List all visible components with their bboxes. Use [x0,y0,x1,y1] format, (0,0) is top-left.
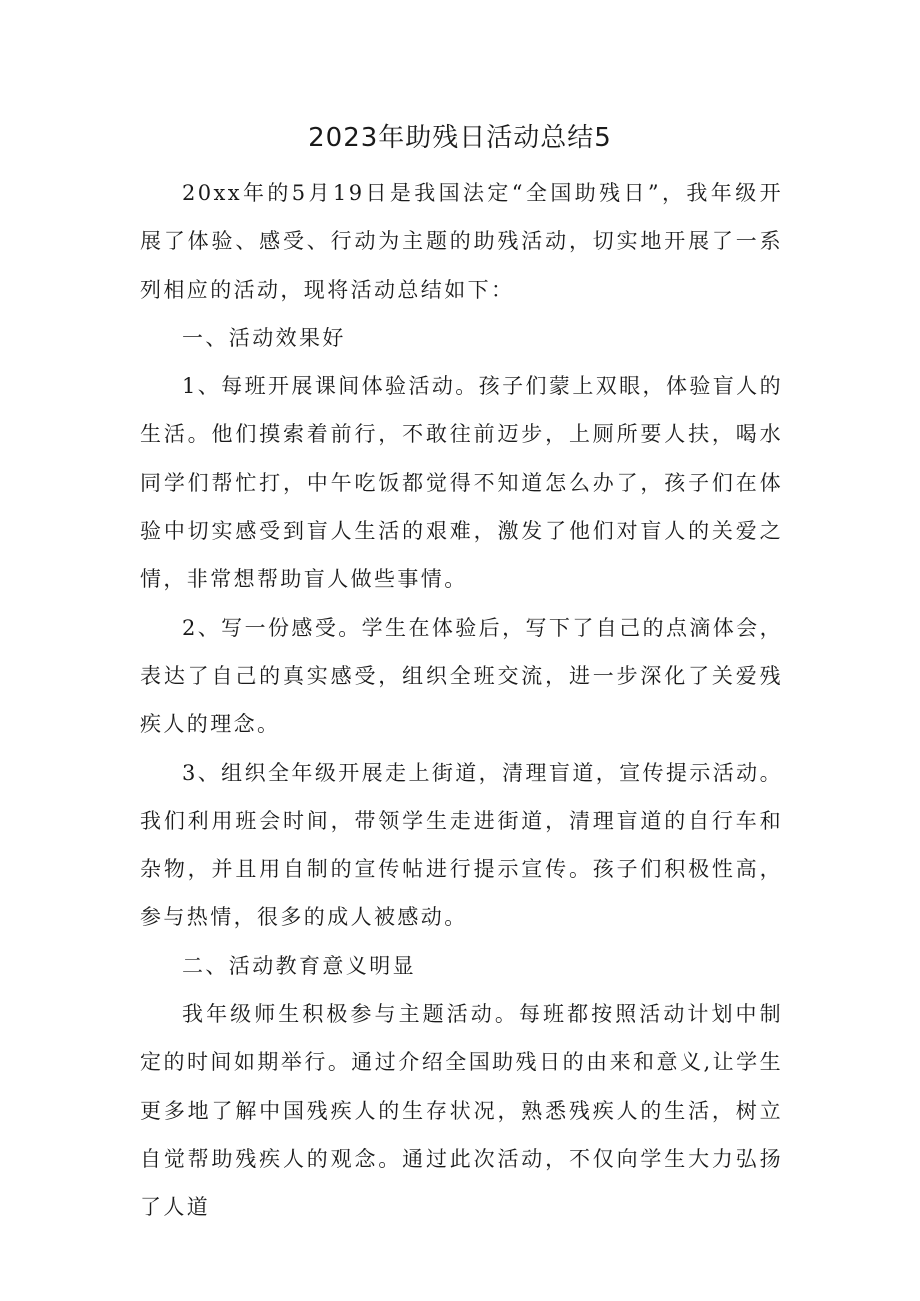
item-paragraph-3: 3、组织全年级开展走上街道，清理盲道，宣传提示活动。我们利用班会时间，带领学生走进街道，清理盲道的自行车和杂物，并且用自制的宣传帖进行提示宣传。孩子们积极性高，参与热情，很多的成人被感动。 [140,760,783,930]
item-paragraph-2: 2、写一份感受。学生在体验后，写下了自己的点滴体会，表达了自己的真实感受，组织全班交流，进一步深化了关爱残疾人的理念。 [140,615,783,737]
intro-paragraph: 20xx年的5月19日是我国法定“全国助残日”，我年级开展了体验、感受、行动为主题的助残活动，切实地开展了一系列相应的活动，现将活动总结如下： [140,181,783,302]
document-body [140,169,783,1232]
section-heading-1: 一、活动效果好 [182,325,346,350]
section-heading-2: 二、活动教育意义明显 [182,953,416,978]
item-paragraph-1: 1、每班开展课间体验活动。孩子们蒙上双眼，体验盲人的生活。他们摸索着前行，不敢往前迈步，上厕所要人扶，喝水同学们帮忙打，中午吃饭都觉得不知道怎么办了，孩子们在体验中切实感受到盲人生活的艰难，激发了他们对盲人的关爱之情，非常想帮助盲人做些事情。 [140,374,783,592]
section-2-paragraph: 我年级师生积极参与主题活动。每班都按照活动计划中制定的时间如期举行。通过介绍全国助残日的由来和意义,让学生更多地了解中国残疾人的生存状况，熟悉残疾人的生活，树立自觉帮助残疾人的观念。通过此次活动，不仅向学生大力弘扬了人道 [140,1002,783,1220]
document-title: 2023年助残日活动总结5 [308,123,612,153]
